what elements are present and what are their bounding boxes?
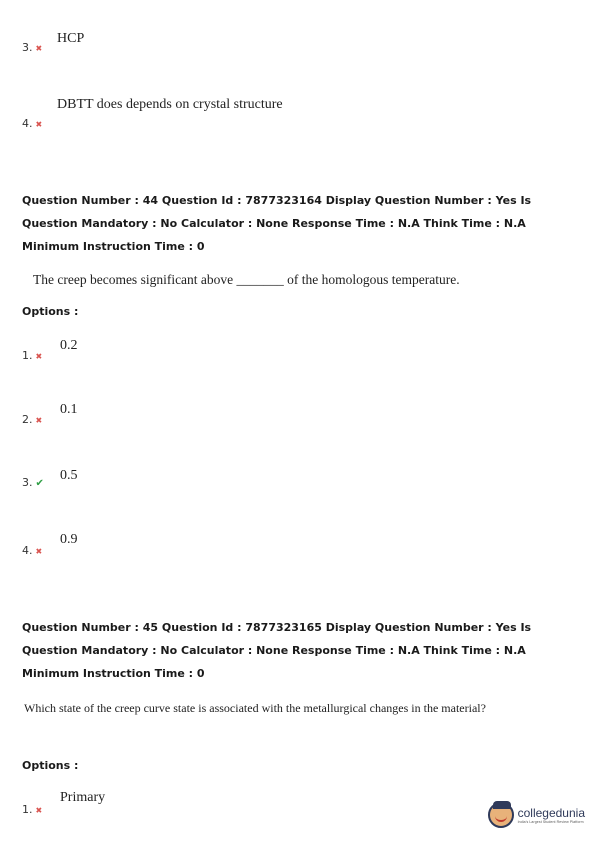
check-icon: ✔: [35, 478, 44, 489]
mascot-icon: [488, 802, 514, 828]
logo-name: collegedunia: [517, 805, 585, 820]
option-text: 0.1: [60, 402, 78, 417]
wrong-icon: ✖: [35, 352, 43, 361]
option-text: 0.5: [60, 468, 78, 483]
option-number: 3.: [22, 476, 33, 489]
option-number: 4.: [22, 544, 33, 557]
option-number: 1.: [22, 349, 33, 362]
option-number: 4.: [22, 117, 33, 130]
option-text: HCP: [57, 31, 85, 46]
option-row: [22, 346, 42, 364]
question-text: Which state of the creep curve state is associated with the metallurgical changes in the material?: [24, 701, 486, 715]
option-text: 0.2: [60, 338, 78, 353]
collegedunia-logo: [488, 802, 585, 828]
option-row: [22, 38, 42, 56]
option-text: Primary: [60, 790, 106, 805]
wrong-icon: ✖: [35, 806, 43, 815]
logo-text: [518, 807, 585, 824]
options-label: Options :: [22, 759, 79, 772]
option-row: [22, 541, 42, 559]
question-meta: Question Number : 44 Question Id : 7877323164 Display Question Number : Yes Is Question Mandatory : No Calculator : None Response Time : N.A Think Time : N.A Minimum Instruction Time : 0: [22, 194, 532, 253]
wrong-icon: ✖: [35, 547, 43, 556]
option-text: 0.9: [60, 532, 78, 547]
wrong-icon: ✖: [35, 44, 43, 53]
option-number: 1.: [22, 803, 33, 816]
option-number: 2.: [22, 413, 33, 426]
option-row: [22, 114, 42, 132]
option-number: 3.: [22, 41, 33, 54]
option-row: [22, 800, 42, 818]
question-text: The creep becomes significant above _______ of the homologous temperature.: [33, 272, 460, 287]
logo-tagline: India's Largest Student Review Platform: [517, 819, 584, 824]
question-meta: Question Number : 45 Question Id : 7877323165 Display Question Number : Yes Is Question Mandatory : No Calculator : None Response Time : N.A Think Time : N.A Minimum Instruction Time : 0: [22, 621, 532, 680]
wrong-icon: ✖: [35, 416, 43, 425]
wrong-icon: ✖: [35, 120, 43, 129]
option-row: [22, 473, 44, 491]
options-label: Options :: [22, 305, 79, 318]
option-text: DBTT does depends on crystal structure: [57, 97, 283, 112]
option-row: [22, 410, 42, 428]
